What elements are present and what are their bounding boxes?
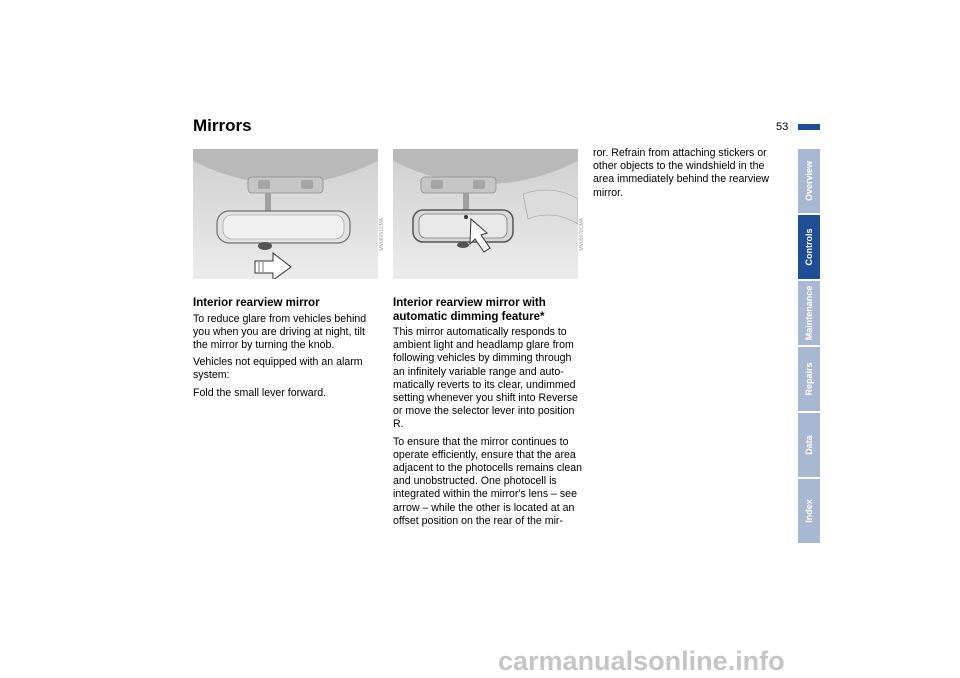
paragraph: To reduce glare from vehicles behind you when you are driving at night, tilt the mirror by turning the knob. [193,312,367,351]
mirror-illustration [193,149,378,279]
paragraph: To ensure that the mirror continues to operate efficiently, ensure that the area adjacent to the photocells remains clean and unobstructed. One photocell is integrated within the mirror's lens – see arrow – while the other is located at an offset position on the rear of the mir- [393,435,583,527]
tab-label: Data [804,435,814,455]
tab-label: Repairs [804,362,814,396]
tab-label: Index [804,499,814,523]
paragraph: Vehicles not equipped with an alarm system: [193,356,363,382]
paragraph: This mirror automatically responds to ambient light and headlamp glare from following vehicles by dimming through an infinitely variable range and auto-matically reverts to its clear, undimmed setting whenever you shift into Reverse or move the selector lever into position R. [393,326,578,431]
tab-controls[interactable] [798,215,820,279]
tab-repairs[interactable] [798,347,820,411]
tab-index[interactable] [798,479,820,543]
tab-label: Maintenance [804,285,814,341]
tab-overview[interactable] [798,149,820,213]
dimming-mirror-illustration [393,149,578,279]
section-heading: Interior rearview mirror with automatic dimming feature* [393,297,546,323]
section-dimming-mirror-continued [593,147,778,204]
side-tabs [798,149,820,545]
section-heading: Interior rearview mirror [193,297,320,309]
figure-rearview-mirror [193,149,378,279]
paragraph: Fold the small lever forward. [193,386,327,399]
tab-label: Overview [804,160,814,202]
tab-data[interactable] [798,413,820,477]
figure-dimming-mirror [393,149,578,279]
section-rearview-mirror [193,297,378,404]
figure-code: MV06051CMA [379,218,385,251]
page-title: Mirrors [193,116,252,135]
section-dimming-mirror [393,297,583,532]
paragraph: ror. Refrain from attaching stickers or other objects to the windshield in the area immediately behind the rearview mirror. [593,147,770,199]
page-number-bar [798,124,820,130]
page-number: 53 [776,121,789,133]
figure-code: MV05076CMA [579,218,585,251]
tab-maintenance[interactable] [798,281,820,345]
watermark: carmanualsonline.info [498,646,785,676]
tab-label: Controls [804,228,814,266]
